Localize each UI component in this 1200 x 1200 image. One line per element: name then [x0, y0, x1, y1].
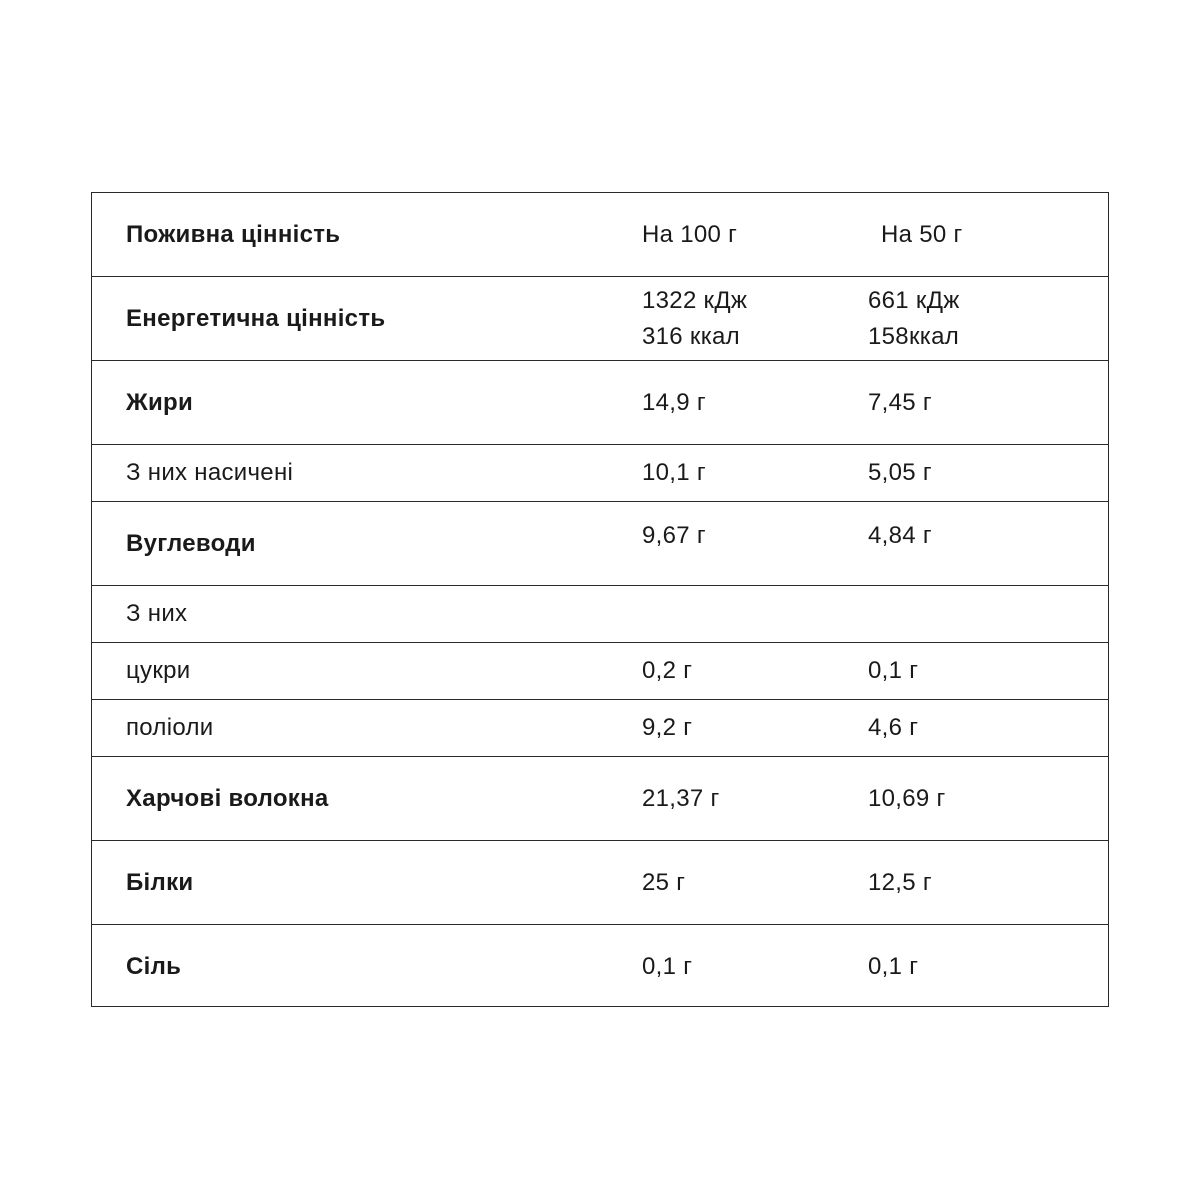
saturated-per-50g: 5,05 г: [868, 459, 932, 486]
energy-per-100g-kcal: 316 ккал: [642, 323, 740, 350]
saturated-label: З них насичені: [126, 459, 294, 486]
header-label: Поживна цінність: [126, 221, 341, 248]
header-col-per-100g: На 100 г: [642, 221, 738, 248]
saturated-per-100g: 10,1 г: [642, 459, 706, 486]
fats-per-50g: 7,45 г: [868, 389, 932, 416]
carbs-per-50g: 4,84 г: [868, 522, 932, 549]
salt-label: Сіль: [126, 953, 182, 980]
table-row-protein: [92, 840, 1108, 925]
nutrition-table: [91, 192, 1109, 1007]
protein-per-50g: 12,5 г: [868, 869, 932, 896]
salt-per-50g: 0,1 г: [868, 953, 919, 980]
energy-per-50g-kj: 661 кДж: [868, 287, 960, 314]
carbs-per-100g: 9,67 г: [642, 522, 706, 549]
energy-label: Енергетична цінність: [126, 305, 386, 332]
header-col-per-50g: На 50 г: [881, 221, 963, 248]
carbs-label: Вуглеводи: [126, 530, 256, 557]
table-row-energy: [92, 276, 1108, 361]
table-row-salt: [92, 924, 1108, 1007]
sugars-per-50g: 0,1 г: [868, 657, 919, 684]
table-row-polyols: [92, 699, 1108, 757]
fats-per-100g: 14,9 г: [642, 389, 706, 416]
salt-per-100g: 0,1 г: [642, 953, 693, 980]
table-row-header: [92, 193, 1108, 277]
energy-per-50g-kcal: 158ккал: [868, 323, 960, 350]
sugars-per-100g: 0,2 г: [642, 657, 693, 684]
fiber-per-100g: 21,37 г: [642, 785, 720, 812]
energy-per-100g-kj: 1322 кДж: [642, 287, 748, 314]
table-row-fats: [92, 360, 1108, 445]
sugars-label: цукри: [126, 657, 191, 684]
protein-label: Білки: [126, 869, 194, 896]
table-row-of-which: [92, 585, 1108, 643]
polyols-per-100g: 9,2 г: [642, 714, 693, 741]
protein-per-100g: 25 г: [642, 869, 686, 896]
table-row-fiber: [92, 756, 1108, 841]
of-which-label: З них: [126, 600, 188, 627]
fiber-per-50g: 10,69 г: [868, 785, 946, 812]
table-row-saturated: [92, 444, 1108, 502]
polyols-per-50g: 4,6 г: [868, 714, 919, 741]
fiber-label: Харчові волокна: [126, 785, 329, 812]
polyols-label: поліоли: [126, 714, 214, 741]
table-row-sugars: [92, 642, 1108, 700]
table-row-carbs: [92, 501, 1108, 586]
fats-label: Жири: [126, 389, 194, 416]
